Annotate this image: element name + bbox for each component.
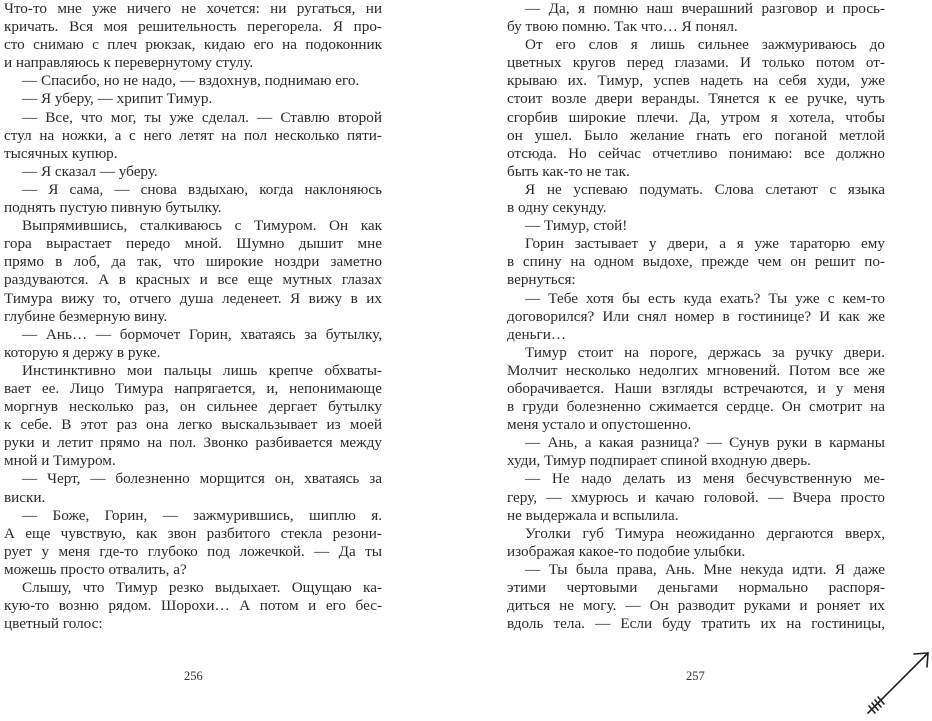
text-line: геру, — хмурюсь и качаю головой. — Вчера просто <box>507 488 885 506</box>
text-line: в одну секунду. <box>507 199 607 217</box>
text-line: Я не успеваю подумать. Слова слетают с языка <box>525 180 885 198</box>
text-line: он ушел. Было желание гнать его поганой метлой <box>507 126 885 144</box>
text-line: вает ее. Лицо Тимура напрягается, и, непонимающе <box>4 379 382 397</box>
text-line: в спину на одном выдохе, прежде чем он решит по- <box>507 253 885 271</box>
text-line: договорился? Или снял номер в гостинице? И как же <box>507 307 885 325</box>
text-line: Тимура вижу то, отчего душа леденеет. Я вижу в их <box>4 289 382 307</box>
text-line: руки и летит прямо на пол. Звонко разбивается между <box>4 434 382 452</box>
text-line: бу твою помню. Так что… Я понял. <box>507 18 738 36</box>
text-line: худи, Тимур подпирает спиной входную дверь. <box>507 452 811 470</box>
text-line: стоит возле двери веранды. Тянется к ее ручке, чуть <box>507 90 885 108</box>
text-line: Молчит несколько недолгих мгновений. Потом все же <box>507 361 885 379</box>
text-line: Горин застывает у двери, а я уже тараторю ему <box>525 235 885 253</box>
text-line: вернуться: <box>507 271 576 289</box>
text-line: диться не могу. — Он разводит руками и роняет их <box>507 597 885 615</box>
right-page <box>507 0 885 633</box>
text-line: можешь просто отвалить, а? <box>4 560 187 578</box>
text-line: — Ты была права, Ань. Мне некуда идти. Я даже <box>525 560 885 578</box>
text-line: которую я держу в руке. <box>4 343 161 361</box>
text-line: мной и Тимуром. <box>4 452 116 470</box>
text-line: цветных кругов перед глазами. И только потом от- <box>507 54 885 72</box>
text-line: — Тимур, стой! <box>525 217 628 235</box>
text-line: От его слов я лишь сильнее зажмуриваюсь до <box>525 36 885 54</box>
text-line: кричать. Вся моя решительность перегорела. Я про- <box>4 18 382 36</box>
text-line: Выпрямившись, сталкиваюсь с Тимуром. Он как <box>22 217 382 235</box>
text-line: поднять пустую пивную бутылку. <box>4 199 222 217</box>
text-line: и направляюсь к перевернутому стулу. <box>4 54 254 72</box>
arrow-icon <box>866 650 930 716</box>
text-line: Уголки губ Тимура неожиданно дергаются вверх, <box>525 524 885 542</box>
text-line: сгорбив широкие плечи. Да, утром я хотела, чтобы <box>507 108 885 126</box>
text-line: А еще чувствую, как звон разбитого стекла резони- <box>4 524 382 542</box>
text-line: сто снимаю с плеч рюкзак, кидаю его на подоконник <box>4 36 382 54</box>
text-line: Инстинктивно мои пальцы лишь крепче обхваты- <box>22 361 382 379</box>
text-line: виски. <box>4 488 46 506</box>
text-line: вдоль тела. — Если буду тратить их на гостиницы, <box>507 615 885 633</box>
text-line: стул на ножки, а с него летят на пол несколько пяти- <box>4 126 382 144</box>
text-line: крываю их. Тимур, успев надеть на себя худи, уже <box>507 72 885 90</box>
text-line: меня устало и опустошенно. <box>507 416 692 434</box>
text-line: — Я уберу, — хрипит Тимур. <box>22 90 213 108</box>
text-line: глубине безмерную вину. <box>4 307 168 325</box>
text-line: отсюда. Но сейчас отчетливо понимаю: все должно <box>507 144 885 162</box>
text-line: цветный голос: <box>4 615 103 633</box>
text-line: кую-то возню рядом. Шорохи… А потом и его бес- <box>4 597 382 615</box>
left-page-number: 256 <box>184 669 203 683</box>
right-page-number: 257 <box>686 669 705 683</box>
text-line: — Не надо делать из меня бесчувственную ме- <box>525 470 885 488</box>
text-line: Что-то мне уже ничего не хочется: ни ругаться, ни <box>4 0 382 17</box>
text-line: гора вырастает передо мной. Шумно дышит мне <box>4 235 382 253</box>
text-line: моргнув несколько раз, он сильнее дергает бутылку <box>4 398 382 416</box>
text-line: в груди болезненно сжимается сердце. Он смотрит на <box>507 398 885 416</box>
text-line: — Я сказал — уберу. <box>22 162 158 180</box>
text-line: быть как-то не так. <box>507 162 630 180</box>
text-line: оборачивается. Наши взгляды встречаются, и у меня <box>507 379 885 397</box>
text-line: — Боже, Горин, — зажмурившись, шиплю я. <box>22 506 382 524</box>
text-line: — Ань… — бормочет Горин, хватаясь за бутылку, <box>22 325 382 343</box>
text-line: прямо в лоб, да так, что широкие ноздри заметно <box>4 253 382 271</box>
text-line: изображая какое-то подобие улыбки. <box>507 542 746 560</box>
text-line: тысячных купюр. <box>4 144 118 162</box>
text-line: деньги… <box>507 325 567 343</box>
text-line: рует у меня где-то глубоко под ложечкой. — Да ты <box>4 542 382 560</box>
text-line: не выдержала и вспылила. <box>507 506 679 524</box>
text-line: Слышу, что Тимур резко выдыхает. Ощущаю ка- <box>22 579 382 596</box>
text-line: — Я сама, — снова вздыхаю, когда наклоняюсь <box>22 180 382 198</box>
text-line: — Тебе хотя бы есть куда ехать? Ты уже с кем-то <box>525 289 885 307</box>
text-line: к себе. В этот раз она легко выскальзывает из моей <box>4 416 382 434</box>
text-line: этими чертовыми деньгами нормально распоря- <box>507 579 885 596</box>
text-line: раздуваются. А в красных и все еще мутных глазах <box>4 271 382 289</box>
text-line: Тимур стоит на пороге, держась за ручку двери. <box>525 343 885 361</box>
text-line: — Да, я помню наш вчерашний разговор и прось- <box>525 0 885 17</box>
text-line: — Спасибо, но не надо, — вздохнув, поднимаю его. <box>22 72 360 90</box>
text-line: — Все, что мог, ты уже сделал. — Ставлю второй <box>22 108 382 126</box>
text-line: — Ань, а какая разница? — Сунув руки в карманы <box>525 434 885 452</box>
left-page <box>4 0 382 633</box>
text-line: — Черт, — болезненно морщится он, хватаясь за <box>22 470 382 488</box>
